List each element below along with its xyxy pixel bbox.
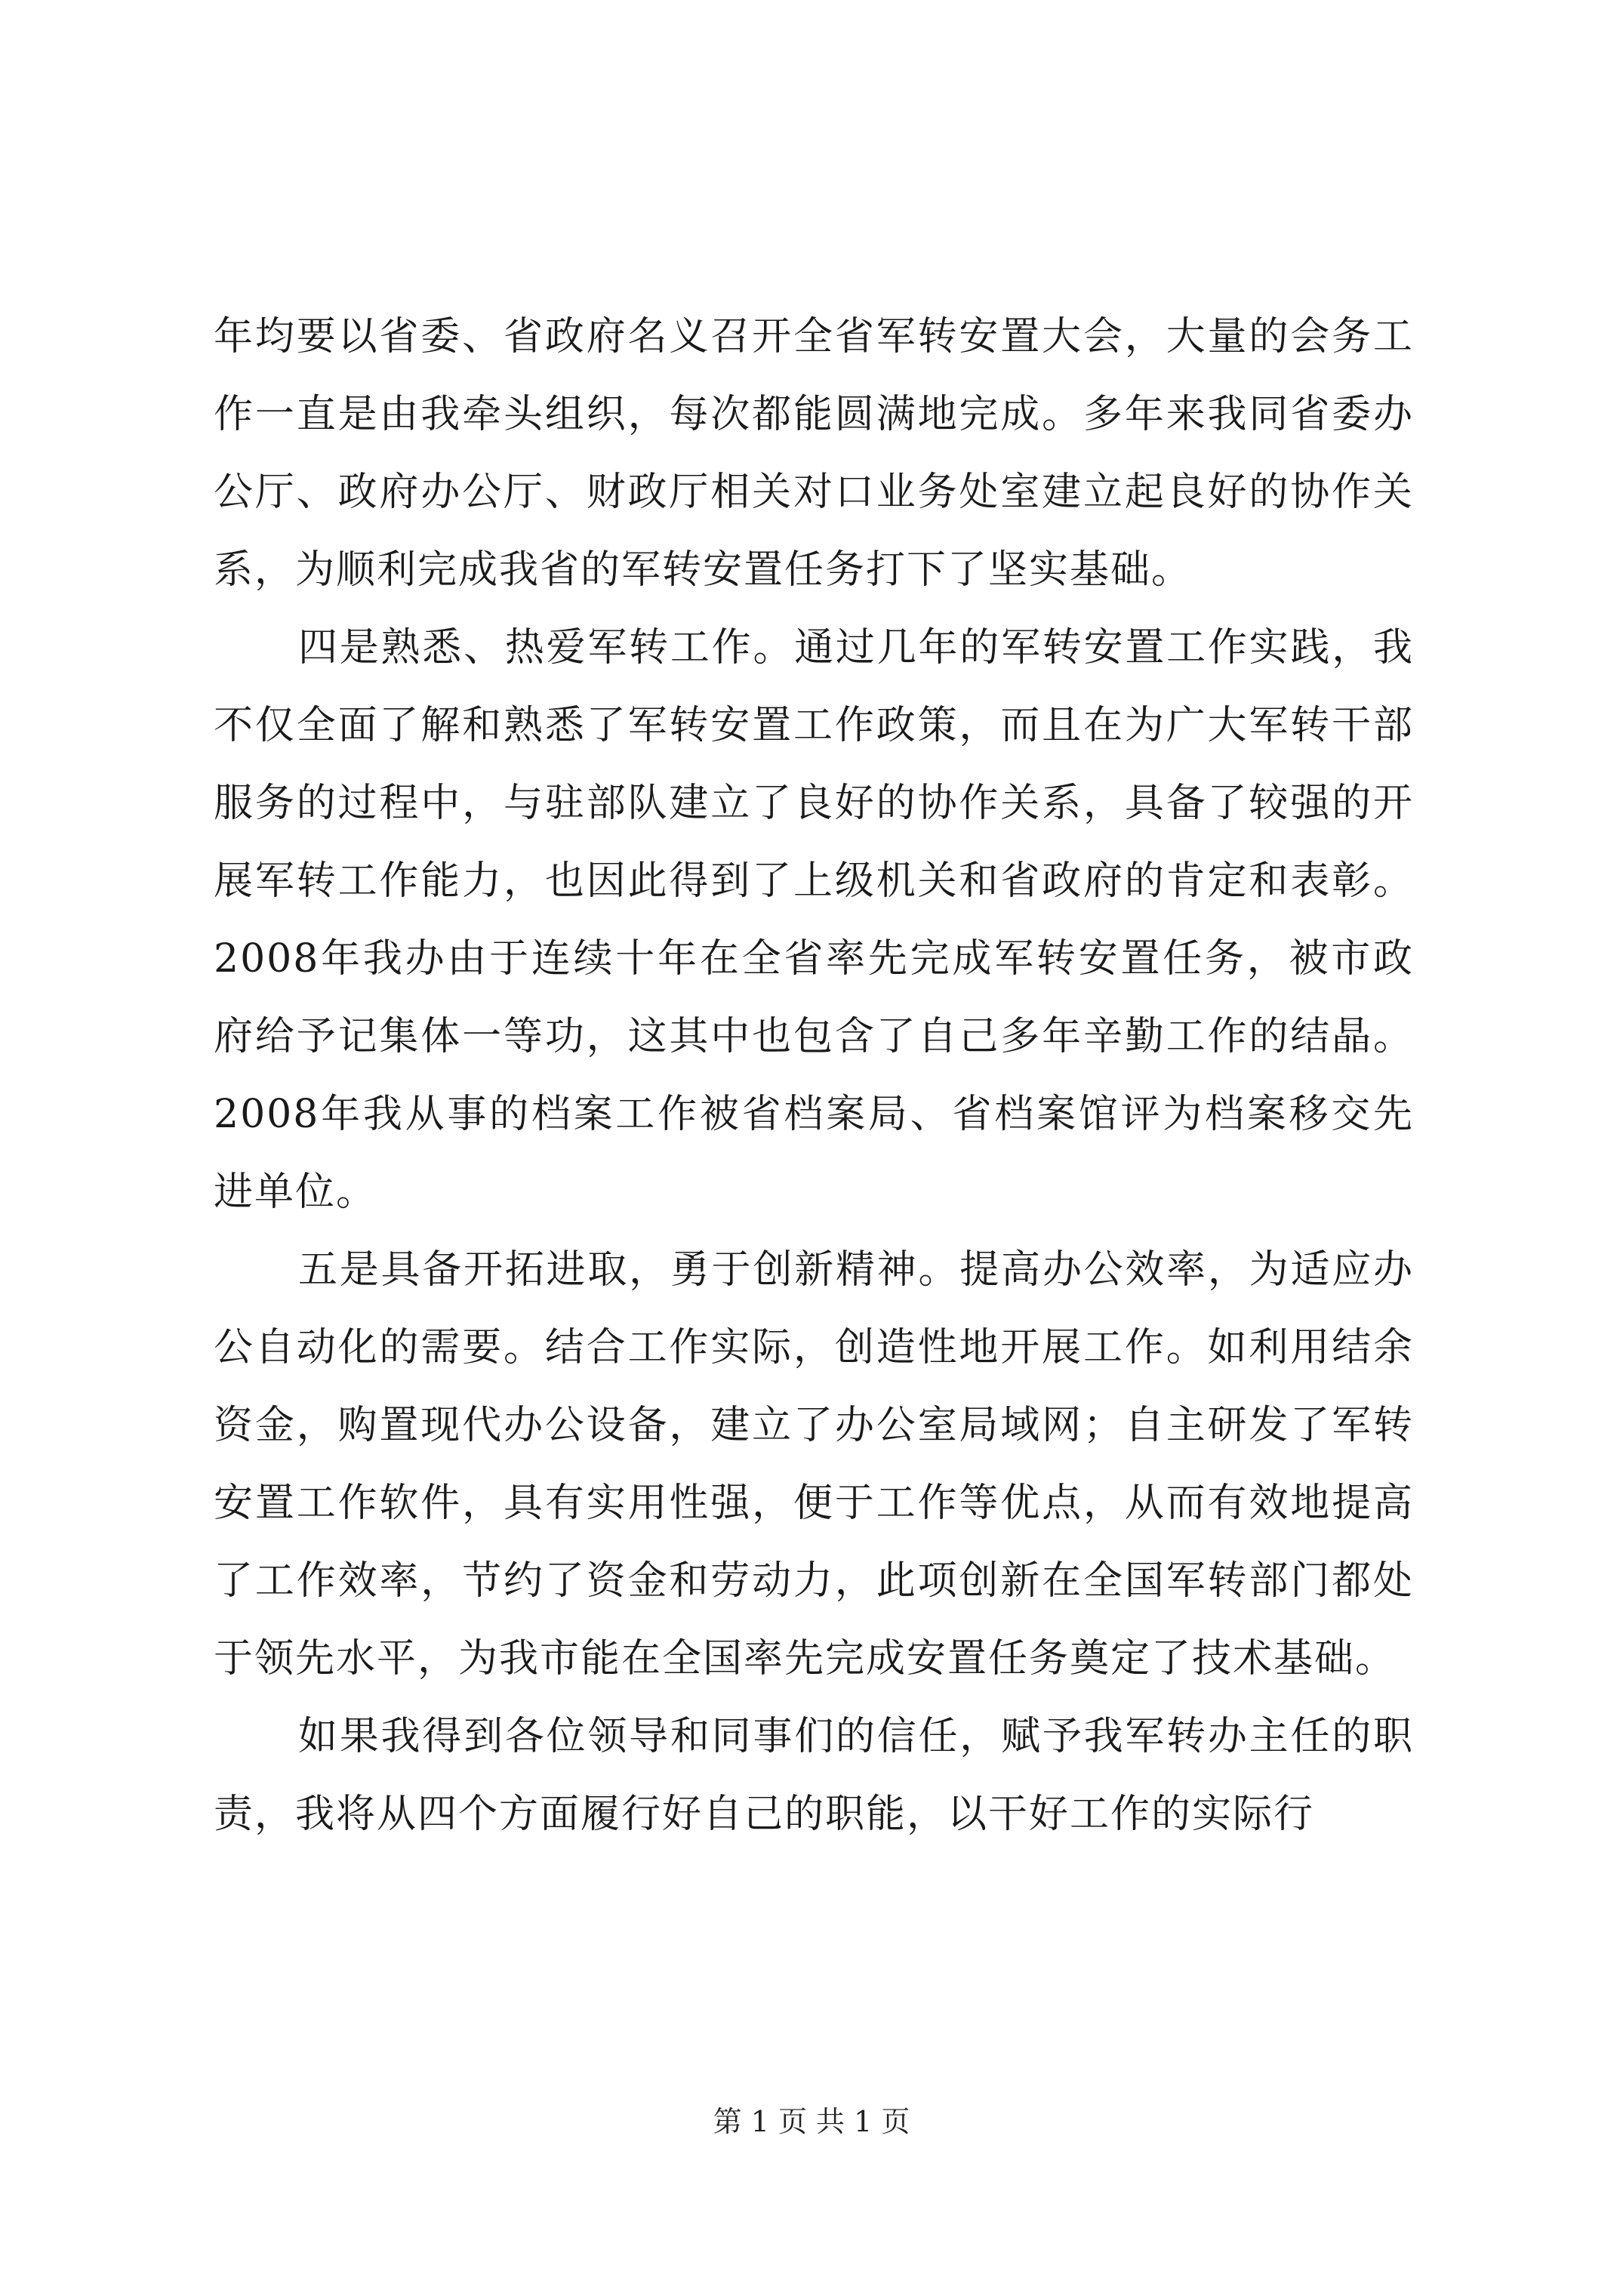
document-body [214, 298, 1414, 1854]
page-footer [0, 2103, 1623, 2140]
paragraph-point-four: 四是熟悉、热爱军转工作。通过几年的军转安置工作实践，我不仅全面了解和熟悉了军转安置工作政策，而且在为广大军转干部服务的过程中，与驻部队建立了良好的协作关系，具备了较强的开展军转工作能力，也因此得到了上级机关和省政府的肯定和表彰。2008年我办由于连续十年在全省率先完成军转安置任务，被市政府给予记集体一等功，这其中也包含了自己多年辛勤工作的结晶。2008年我从事的档案工作被省档案局、省档案馆评为档案移交先进单位。 [214, 625, 1414, 1215]
paragraph-point-five: 五是具备开拓进取，勇于创新精神。提高办公效率，为适应办公自动化的需要。结合工作实际，创造性地开展工作。如利用结余资金，购置现代办公设备，建立了办公室局域网；自主研发了军转安置工作软件，具有实用性强，便于工作等优点，从而有效地提高了工作效率，节约了资金和劳动力，此项创新在全国军转部门都处于领先水平，为我市能在全国率先完成安置任务奠定了技术基础。 [214, 1247, 1414, 1681]
page-number-label: 第 1 页 共 1 页 [713, 2105, 910, 2138]
paragraph-closing: 如果我得到各位领导和同事们的信任，赋予我军转办主任的职责，我将从四个方面履行好自己的职能，以干好工作的实际行 [214, 1714, 1414, 1837]
paragraph-continuation: 年均要以省委、省政府名义召开全省军转安置大会，大量的会务工作一直是由我牵头组织，每次都能圆满地完成。多年来我同省委办公厅、政府办公厅、财政厅相关对口业务处室建立起良好的协作关系，为顺利完成我省的军转安置任务打下了坚实基础。 [214, 314, 1414, 593]
